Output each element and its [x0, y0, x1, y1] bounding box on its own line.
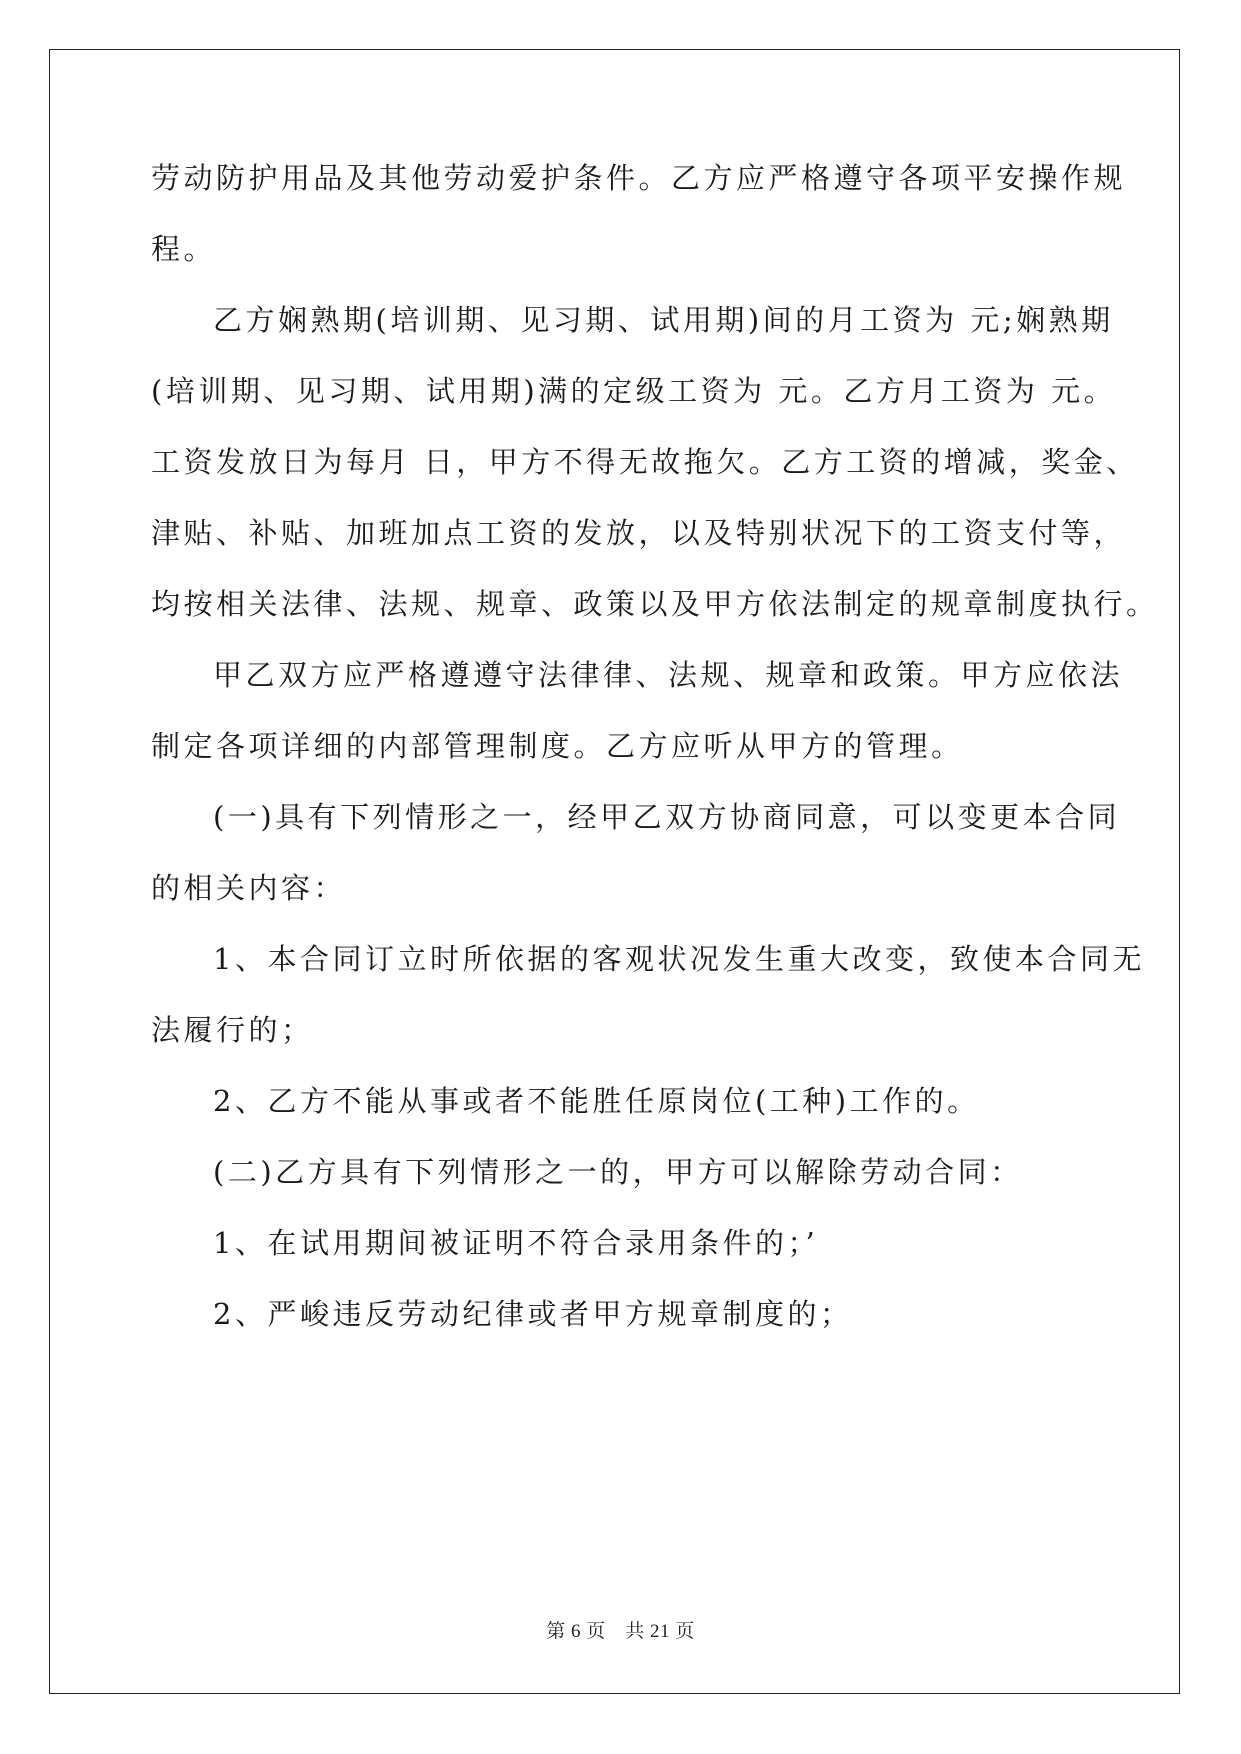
paragraph-line: (一)具有下列情形之一，经甲乙双方协商同意，可以变更本合同 [213, 800, 1121, 834]
text-line: (培训期、见习期、试用期)满的定级工资为 元。乙方月工资为 元。 [151, 374, 1117, 408]
paragraph-line: 1、在试用期间被证明不符合录用条件的；’ [213, 1226, 819, 1260]
paragraph-line: (二)乙方具有下列情形之一的，甲方可以解除劳动合同： [213, 1155, 1023, 1189]
paragraph-line: 1、本合同订立时所依据的客观状况发生重大改变，致使本合同无 [213, 942, 1145, 976]
text-line: 制定各项详细的内部管理制度。乙方应听从甲方的管理。 [151, 729, 964, 763]
text-line: 均按相关法律、法规、规章、政策以及甲方依法制定的规章制度执行。 [151, 587, 1159, 621]
paragraph-line: 2、严峻违反劳动纪律或者甲方规章制度的； [213, 1297, 853, 1331]
text-line: 工资发放日为每月 日，甲方不得无故拖欠。乙方工资的增减，奖金、 [151, 445, 1139, 479]
text-line: 劳动防护用品及其他劳动爱护条件。乙方应严格遵守各项平安操作规 [151, 161, 1127, 195]
text-line: 程。 [151, 232, 217, 266]
page-number: 第 6 页 共 21 页 [546, 1621, 695, 1642]
text-line: 法履行的； [151, 1013, 314, 1047]
text-line: 津贴、补贴、加班加点工资的发放，以及特别状况下的工资支付等， [151, 516, 1127, 550]
paragraph-line: 2、乙方不能从事或者不能胜任原岗位(工种)工作的。 [213, 1084, 980, 1118]
paragraph-line: 乙方娴熟期(培训期、见习期、试用期)间的月工资为 元;娴熟期 [213, 303, 1114, 337]
paragraph-line: 甲乙双方应严格遵遵守法律律、法规、规章和政策。甲方应依法 [213, 658, 1124, 692]
text-line: 的相关内容： [151, 871, 347, 905]
